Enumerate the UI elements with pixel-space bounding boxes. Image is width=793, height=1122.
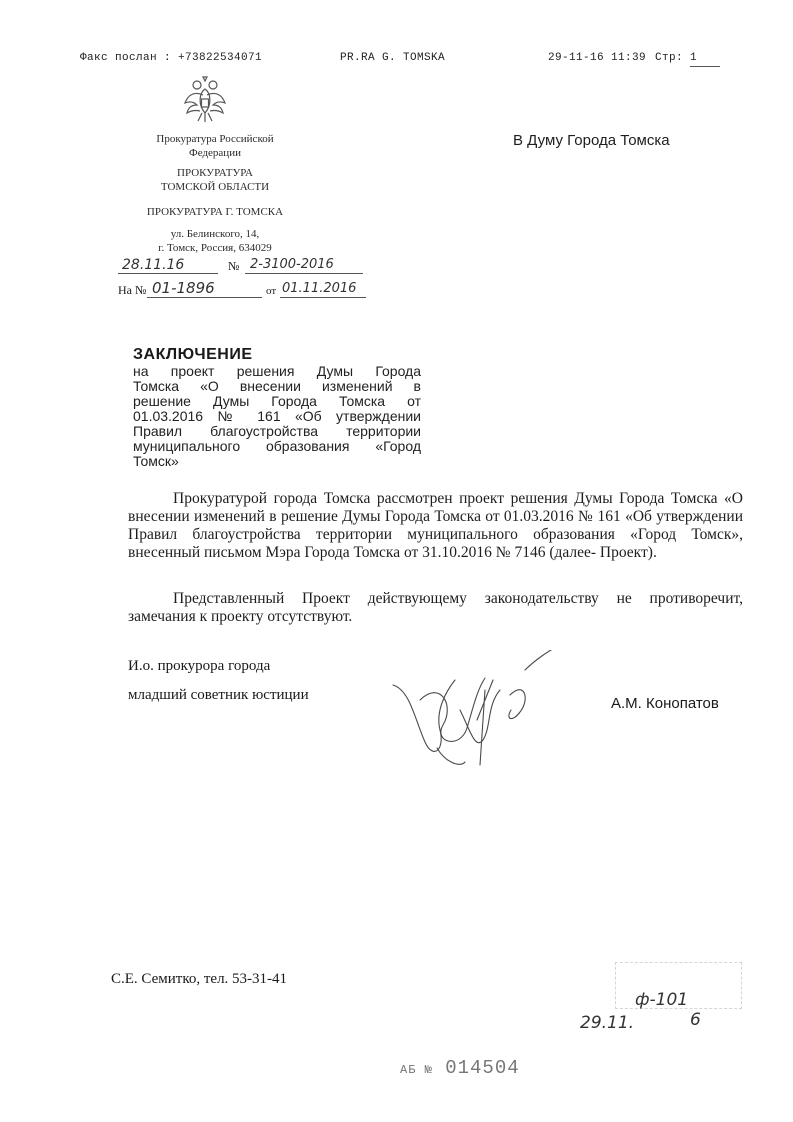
subject-line: муниципального образования «Город xyxy=(133,438,421,454)
subject-line: 01.03.2016 № 161 «Об утверждении xyxy=(133,408,421,424)
registration-number: 6 xyxy=(690,1010,701,1030)
in-reply-from-label: от xyxy=(266,285,277,297)
outgoing-number-label: № xyxy=(228,259,240,273)
in-reply-label: На № xyxy=(118,283,147,297)
subject-line: решение Думы Города Томска от xyxy=(133,393,421,409)
document-title: ЗАКЛЮЧЕНИЕ xyxy=(133,346,253,363)
addressee: В Думу Города Томска xyxy=(513,132,670,149)
document-subject xyxy=(133,364,421,469)
blank-number-value: 014504 xyxy=(445,1057,520,1079)
handwritten-signature xyxy=(385,650,560,785)
blank-number-prefix: АБ № xyxy=(400,1063,433,1077)
fax-page: Стр: 1 xyxy=(655,52,698,64)
body-paragraph-2: Представленный Проект действующему законодательству не противоречит, замечания к проекту отсутствуют. xyxy=(128,590,743,625)
outgoing-number: 2-3100-2016 xyxy=(250,257,334,272)
region-office-line1: ПРОКУРАТУРА xyxy=(177,167,253,179)
fax-sender: Факс послан : +73822534071 xyxy=(80,52,263,64)
fax-page-underline xyxy=(690,66,720,67)
fax-station: PR.RA G. TOMSKA xyxy=(340,52,446,64)
outgoing-number-line xyxy=(245,273,363,274)
blank-number xyxy=(400,1057,520,1079)
org-name-line1: Прокуратура Российской xyxy=(156,133,274,145)
subject-line: Томска «О внесении изменений в xyxy=(133,378,421,394)
signer-position-line1: И.о. прокурора города xyxy=(128,658,271,674)
in-reply-date: 01.11.2016 xyxy=(282,281,357,296)
subject-line: Правил благоустройства территории xyxy=(133,423,421,439)
address-line2: г. Томск, Россия, 634029 xyxy=(158,242,272,254)
body-paragraph-1: Прокуратурой города Томска рассмотрен проект решения Думы Города Томска «О внесении изменений в решение Думы Города Томска от 01.03.2016 № 161 «Об утверждении Правил благоустройства территории муниципального образования «Город Томск», внесенный письмом Мэра Города Томска от 31.10.2016 № 7146 (далее- Проект). xyxy=(128,490,743,561)
signer-position-line2: младший советник юстиции xyxy=(128,687,309,703)
executor-contact: С.Е. Семитко, тел. 53-31-41 xyxy=(111,971,288,987)
double-headed-eagle-emblem xyxy=(182,75,228,125)
in-reply-number-line xyxy=(147,297,262,298)
fax-datetime: 29-11-16 11:39 xyxy=(548,52,647,64)
region-office-line2: ТОМСКОЙ ОБЛАСТИ xyxy=(160,181,270,193)
org-name-line2: Федерации xyxy=(189,147,241,159)
in-reply-number: 01-1896 xyxy=(152,279,215,297)
subject-line: Томск» xyxy=(133,453,179,469)
signer-name: А.М. Конопатов xyxy=(611,695,719,712)
registration-date: 29.11. xyxy=(580,1013,635,1033)
outgoing-date: 28.11.16 xyxy=(122,257,185,273)
address-line1: ул. Белинского, 14, xyxy=(170,228,260,240)
outgoing-date-line xyxy=(118,273,218,274)
subject-line: на проект решения Думы Города xyxy=(133,363,421,379)
registration-code: ф-101 xyxy=(635,990,689,1010)
city-office-name: ПРОКУРАТУРА Г. ТОМСКА xyxy=(146,206,284,218)
in-reply-date-line xyxy=(280,297,366,298)
